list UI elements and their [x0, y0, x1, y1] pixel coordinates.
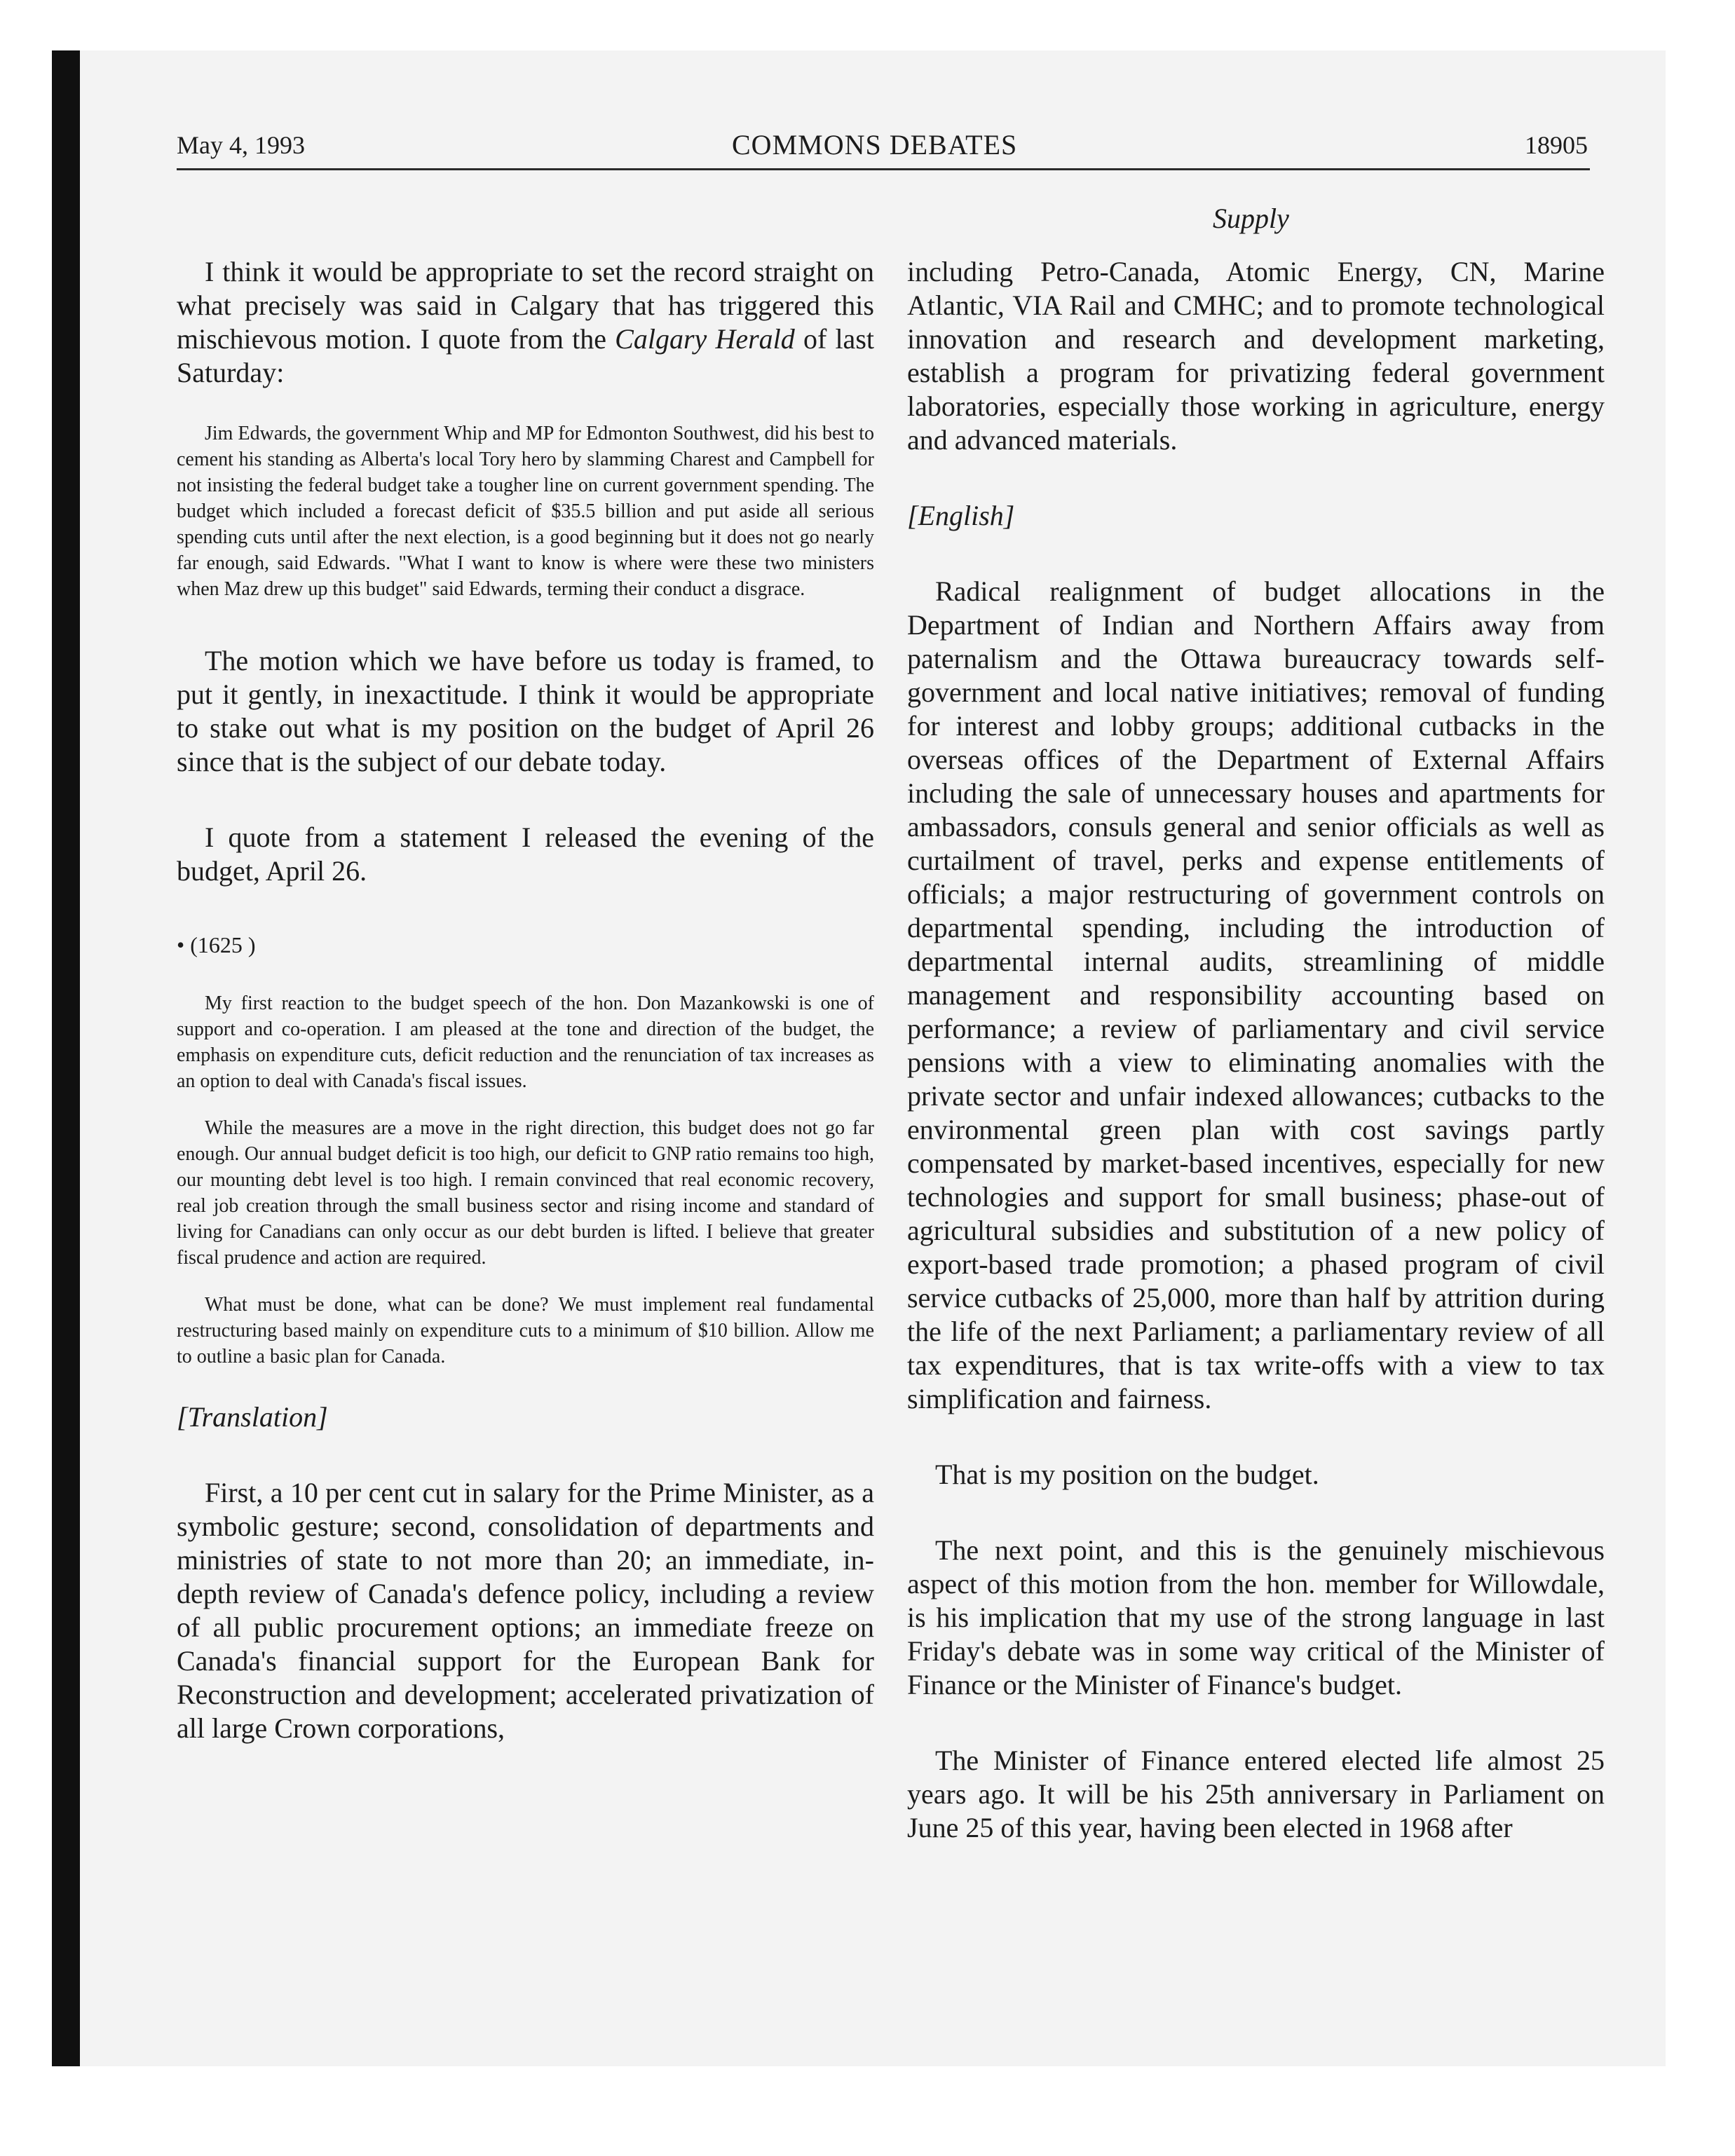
header-date: May 4, 1993	[177, 131, 305, 159]
publication-title: COMMONS DEBATES	[732, 129, 1018, 161]
paragraph: The Minister of Finance entered elected life almost 25 years ago. It will be his 25th anniversary in Parliament on June 25 of this year, having been elected in 1968 after	[907, 1745, 1605, 1843]
page-number: 18905	[1525, 131, 1588, 159]
translation-tag: [Translation]	[177, 1401, 328, 1433]
paragraph	[177, 255, 874, 390]
running-head: Supply	[1213, 203, 1289, 234]
binding-shadow	[52, 50, 80, 2066]
right-column	[907, 255, 1605, 1845]
paragraph: First, a 10 per cent cut in salary for the Prime Minister, as a symbolic gesture; second, consolidation of departments and ministries of state to not more than 20; an immediate, in-depth review of Canada's defence policy, including a review of all public procurement options; an immediate freeze on Canada's financial support for the European Bank for Reconstruction and development; accelerated privatization of all large Crown corporations,	[177, 1477, 874, 1744]
paragraph: That is my position on the budget.	[935, 1459, 1319, 1490]
block-quote: My first reaction to the budget speech of the hon. Don Mazankowski is one of support and co-operation. I am pleased at the tone and direction of the budget, the emphasis on expenditure cuts, deficit reduction and the renunciation of tax increases as an option to deal with Canada's fiscal issues.	[177, 992, 874, 1092]
paragraph-text: of last Saturday:	[177, 323, 874, 388]
paragraph: including Petro-Canada, Atomic Energy, CN, Marine Atlantic, VIA Rail and CMHC; and to promote technological innovation and research and development marketing, establish a program for privatizing federal government laboratories, especially those working in agriculture, energy and advanced materials.	[907, 256, 1605, 456]
paragraph: Radical realignment of budget allocations in the Department of Indian and Northern Affairs away from paternalism and the Ottawa bureaucracy towards self-government and local native initiatives; removal of funding for interest and lobby groups; additional cutbacks in the overseas offices of the Department of External Affairs including the sale of unnecessary houses and apartments for ambassadors, consuls general and senior officials as well as curtailment of travel, perks and expense entitlements of officials; a major restructuring of government controls on departmental spending, including the introduction of departmental internal audits, streamlining of middle management and responsibility accounting based on performance; a review of parliamentary and civil service pensions with a view to eliminating anomalies with the private sector and unfair indexed allowances; cutbacks to the environmental green plan with cost savings partly compensated by market-based incentives, especially for new technologies and support for small business; phase-out of agricultural subsidies and substitution of a new policy of export-based trade promotion; a phased program of civil service cutbacks of 25,000, more than half by attrition during the life of the next Parliament; a parliamentary review of all tax expenditures, that is tax write-offs with a view to tax simplification and fairness.	[907, 575, 1605, 1414]
paragraph-text: I think it would be appropriate to set the record straight on what precisely was said in Calgary that has triggered this mischievous motion. I quote from the	[177, 256, 874, 355]
block-quote: What must be done, what can be done? We must implement real fundamental restructuring based mainly on expenditure cuts to a minimum of $10 billion. Allow me to outline a basic plan for Canada.	[177, 1294, 874, 1367]
block-quote: While the measures are a move in the right direction, this budget does not go far enough. Our annual budget deficit is too high, our deficit to GNP ratio remains too high, our mounting debt level is too high. I remain convinced that real economic recovery, real job creation through the small business sector and rising income and standard of living for Canadians can only occur as our debt burden is lifted. I believe that greater fiscal prudence and action are required.	[177, 1117, 874, 1269]
header-divider	[177, 168, 1590, 170]
paragraph: The motion which we have before us today is framed, to put it gently, in inexactitude. I think it would be appropriate to stake out what is my position on the budget of April 26 since that is the subject of our debate today.	[177, 645, 874, 777]
english-tag: [English]	[907, 500, 1015, 531]
block-quote: Jim Edwards, the government Whip and MP for Edmonton Southwest, did his best to cement his standing as Alberta's local Tory hero by slamming Charest and Campbell for not insisting the federal budget take a tougher line on current government spending. The budget which included a forecast deficit of $35.5 billion and put aside all serious spending cuts until after the next election, is a good beginning but it does not go nearly far enough, said Edwards. "What I want to know is where were these two ministers when Maz drew up this budget" said Edwards, terming their conduct a disgrace.	[177, 423, 874, 600]
newspaper-name: Calgary Herald	[615, 323, 795, 355]
left-column	[177, 255, 874, 1745]
paragraph: The next point, and this is the genuinely mischievous aspect of this motion from the hon. member for Willowdale, is his implication that my use of the strong language in last Friday's debate was in some way critical of the Minister of Finance or the Minister of Finance's budget.	[907, 1534, 1605, 1700]
paragraph: I quote from a statement I released the evening of the budget, April 26.	[177, 821, 874, 887]
time-marker: • (1625 )	[177, 932, 256, 957]
